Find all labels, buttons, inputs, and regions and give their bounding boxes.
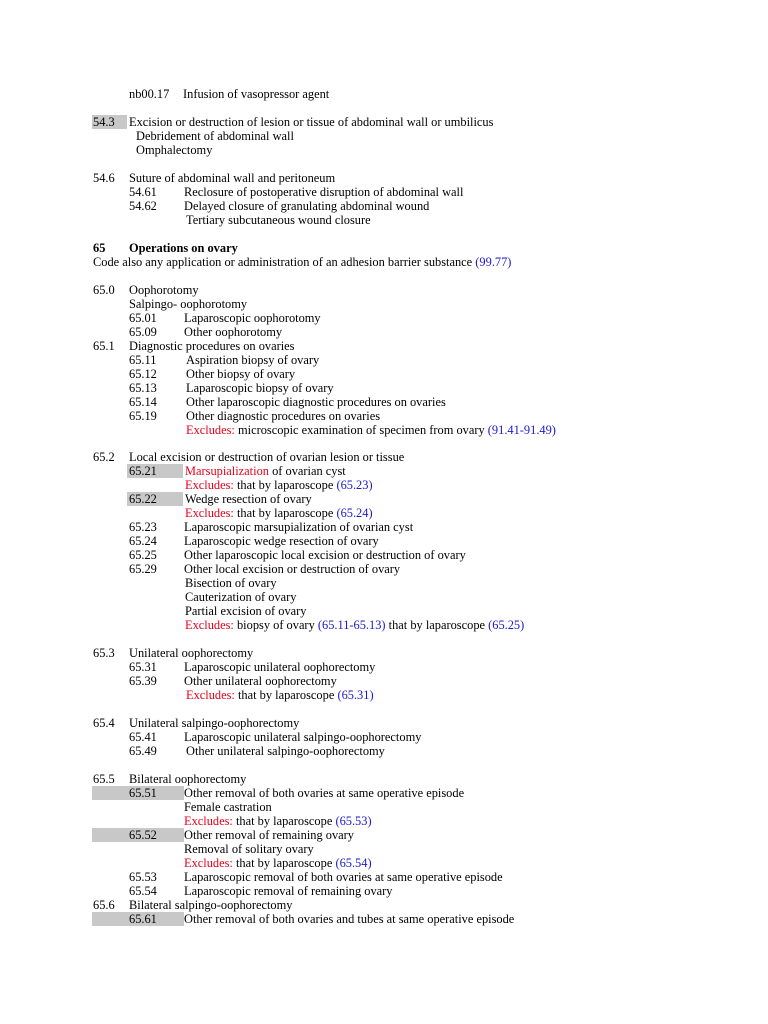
procedure-title: Laparoscopic unilateral salpingo-oophorectomy [184, 730, 422, 744]
excludes-label: Excludes: [184, 856, 233, 870]
code-line: 65.53 [129, 870, 157, 884]
reference-link[interactable]: (65.53) [335, 814, 372, 828]
inclusion-term: Female castration [184, 800, 272, 814]
inclusion-term: Cauterization of ovary [185, 590, 297, 604]
code-line: 65.1 [93, 339, 115, 353]
excludes-label: Excludes: [185, 618, 234, 632]
reference-link[interactable]: (65.31) [337, 688, 374, 702]
procedure-title: Laparoscopic oophorotomy [184, 311, 321, 325]
reference-link[interactable]: (99.77) [475, 255, 512, 269]
code-line: 65.31 [129, 660, 157, 674]
procedure-title: Other local excision or destruction of ovary [184, 562, 401, 576]
inclusion-term: Removal of solitary ovary [184, 842, 314, 856]
reference-link[interactable]: (65.25) [488, 618, 525, 632]
highlighted-term: Marsupialization [185, 464, 269, 478]
procedure-title: Laparoscopic marsupialization of ovarian cyst [184, 520, 414, 534]
code-line: 65.22 [129, 492, 157, 506]
procedure-title: Other unilateral oophorectomy [184, 674, 337, 688]
code-line: 65.11 [129, 353, 157, 367]
excludes-note: Excludes: microscopic examination of specimen from ovary (91.41-91.49) [186, 423, 556, 437]
code-line: 65.2 [93, 450, 115, 464]
procedure-title: Aspiration biopsy of ovary [186, 353, 320, 367]
code-line: 54.62 [129, 199, 157, 213]
reference-link[interactable]: (65.54) [335, 856, 372, 870]
procedure-title: Other unilateral salpingo-oophorectomy [186, 744, 385, 758]
procedure-title: Bilateral salpingo-oophorectomy [129, 898, 293, 912]
code-line: 65.6 [93, 898, 115, 912]
code-line: 65.24 [129, 534, 157, 548]
procedure-title: Laparoscopic wedge resection of ovary [184, 534, 379, 548]
procedure-title: Bilateral oophorectomy [129, 772, 247, 786]
procedure-title: Other removal of both ovaries at same operative episode [184, 786, 465, 800]
code-line: 65.39 [129, 674, 157, 688]
procedure-title: Laparoscopic removal of remaining ovary [184, 884, 393, 898]
code-line: 65.13 [129, 381, 157, 395]
procedure-title: Other oophorotomy [184, 325, 283, 339]
section-title: Operations on ovary [129, 241, 238, 255]
code-line: 65.49 [129, 744, 157, 758]
procedure-title: Marsupialization of ovarian cyst [185, 464, 346, 478]
code-line: 54.6 [93, 171, 115, 185]
reference-link[interactable]: (65.23) [336, 478, 373, 492]
excludes-label: Excludes: [186, 688, 235, 702]
code-line: nb00.17 [129, 87, 170, 101]
code-line: 65.0 [93, 283, 115, 297]
excludes-note: Excludes: that by laparoscope (65.54) [184, 856, 372, 870]
code-line: 65.61 [129, 912, 157, 926]
inclusion-term: Bisection of ovary [185, 576, 277, 590]
procedure-title: Other removal of both ovaries and tubes at same operative episode [184, 912, 515, 926]
code-line: 65.4 [93, 716, 115, 730]
code-line: 65.25 [129, 548, 157, 562]
procedure-title: Excision or destruction of lesion or tissue of abdominal wall or umbilicus [129, 115, 494, 129]
code-line: 54.3 [93, 115, 115, 129]
procedure-title: Other laparoscopic local excision or destruction of ovary [184, 548, 466, 562]
code-line: 65.21 [129, 464, 157, 478]
code-line: 65.51 [129, 786, 157, 800]
code-line: 65.54 [129, 884, 157, 898]
excludes-label: Excludes: [185, 506, 234, 520]
procedure-title: Diagnostic procedures on ovaries [129, 339, 295, 353]
procedure-title: Other removal of remaining ovary [184, 828, 354, 842]
reference-link[interactable]: (91.41-91.49) [487, 423, 556, 437]
excludes-label: Excludes: [186, 423, 235, 437]
excludes-note: Excludes: that by laparoscope (65.23) [185, 478, 373, 492]
procedure-title: Reclosure of postoperative disruption of abdominal wall [184, 185, 464, 199]
reference-link[interactable]: (65.11-65.13) [317, 618, 386, 632]
procedure-title: Other laparoscopic diagnostic procedures on ovaries [186, 395, 446, 409]
code-line: 65.41 [129, 730, 157, 744]
code-line: 65.12 [129, 367, 157, 381]
excludes-label: Excludes: [185, 478, 234, 492]
excludes-note: Excludes: that by laparoscope (65.31) [186, 688, 374, 702]
procedure-title: Other diagnostic procedures on ovaries [186, 409, 381, 423]
procedure-title: Oophorotomy [129, 283, 199, 297]
inclusion-term: Debridement of abdominal wall [136, 129, 294, 143]
code-line: 65.19 [129, 409, 157, 423]
excludes-note: Excludes: that by laparoscope (65.53) [184, 814, 372, 828]
procedure-title: Laparoscopic unilateral oophorectomy [184, 660, 376, 674]
procedure-title: Wedge resection of ovary [185, 492, 312, 506]
code-line: 65.14 [129, 395, 157, 409]
inclusion-term: Omphalectomy [136, 143, 213, 157]
procedure-title: Other biopsy of ovary [186, 367, 296, 381]
inclusion-term: Tertiary subcutaneous wound closure [186, 213, 371, 227]
code-line: 65.3 [93, 646, 115, 660]
code-line: 65.52 [129, 828, 157, 842]
procedure-title: Laparoscopic biopsy of ovary [186, 381, 334, 395]
excludes-note: Excludes: that by laparoscope (65.24) [185, 506, 373, 520]
code-line: 65.01 [129, 311, 157, 325]
procedure-title: Infusion of vasopressor agent [183, 87, 330, 101]
procedure-title: Local excision or destruction of ovarian lesion or tissue [129, 450, 405, 464]
procedure-title: Laparoscopic removal of both ovaries at same operative episode [184, 870, 503, 884]
excludes-note: Excludes: biopsy of ovary (65.11-65.13) that by laparoscope (65.25) [185, 618, 525, 632]
inclusion-term: Salpingo- oophorotomy [129, 297, 248, 311]
code-line: 65.29 [129, 562, 157, 576]
code-also-note: Code also any application or administration of an adhesion barrier substance (99.77) [93, 255, 512, 269]
reference-link[interactable]: (65.24) [336, 506, 373, 520]
inclusion-term: Partial excision of ovary [185, 604, 307, 618]
code-line: 65.23 [129, 520, 157, 534]
procedure-title: Delayed closure of granulating abdominal wound [184, 199, 430, 213]
code-line: 65.09 [129, 325, 157, 339]
code-line: 54.61 [129, 185, 157, 199]
code-line: 65.5 [93, 772, 115, 786]
procedure-title: Unilateral oophorectomy [129, 646, 254, 660]
section-code: 65 [93, 241, 106, 255]
procedure-title: Suture of abdominal wall and peritoneum [129, 171, 336, 185]
procedure-title: Unilateral salpingo-oophorectomy [129, 716, 300, 730]
excludes-label: Excludes: [184, 814, 233, 828]
